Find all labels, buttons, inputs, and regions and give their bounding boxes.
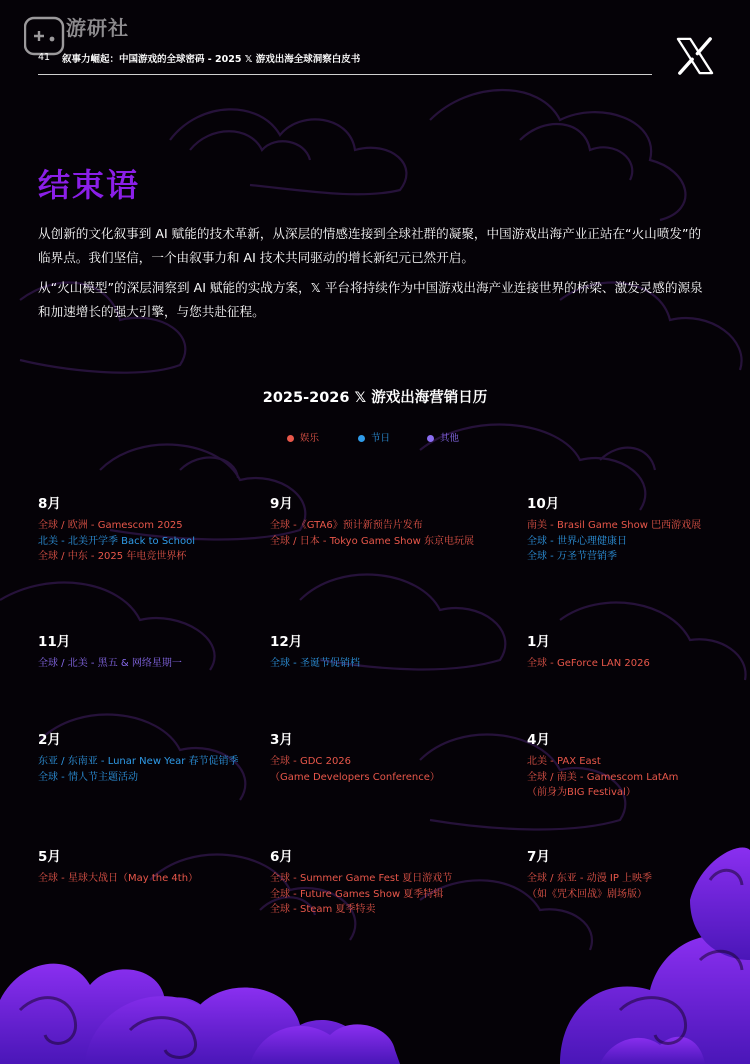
month-name: 1月	[527, 634, 550, 650]
month-block-march	[270, 730, 490, 785]
header-divider	[38, 74, 652, 75]
month-name: 2月	[38, 732, 61, 748]
month-name: 6月	[270, 849, 293, 865]
legend-label-festival: 节日	[371, 433, 391, 444]
calendar-event: 全球 / 东亚 - 动漫 IP 上映季	[527, 873, 653, 884]
calendar-event: 全球 - 情人节主题活动	[38, 771, 138, 783]
calendar-event: 全球 / 北美 - 黑五 & 网络星期一	[38, 658, 182, 669]
conclusion-paragraph-2: 从“火山模型”的深层洞察到 AI 赋能的实战方案，𝕏 平台将持续作为中国游戏出海产业连接世界的桥梁、激发灵感的源泉和加速增长的强大引擎，与您共赴征程。	[38, 280, 703, 319]
legend-label-other: 其他	[440, 433, 460, 444]
calendar-event: 全球 / 日本 - Tokyo Game Show 东京电玩展	[270, 535, 474, 547]
calendar-event: 全球 - Future Games Show 夏季特辑	[270, 888, 444, 900]
month-name: 3月	[270, 732, 293, 748]
month-name: 4月	[527, 732, 550, 748]
calendar-event: 全球 - 万圣节营销季	[527, 551, 617, 562]
calendar-event: 全球 - GeForce LAN 2026	[527, 658, 650, 669]
calendar-event: （如《咒术回战》剧场版）	[527, 888, 647, 900]
page-number: 41	[38, 52, 51, 63]
month-name: 11月	[38, 634, 71, 650]
legend-dot-entertainment	[287, 435, 294, 442]
calendar-event: 全球 - Summer Game Fest 夏日游戏节	[270, 873, 453, 884]
calendar-legend	[0, 432, 750, 446]
calendar-event: 全球 / 欧洲 - Gamescom 2025	[38, 520, 183, 531]
legend-label-entertainment: 娱乐	[300, 433, 320, 444]
legend-dot-festival	[358, 435, 365, 442]
x-brand-icon	[676, 37, 714, 75]
month-name: 5月	[38, 849, 61, 865]
calendar-event: 北美 - 北美开学季 Back to School	[38, 535, 196, 547]
month-block-august	[38, 494, 258, 565]
month-block-november	[38, 632, 258, 672]
month-name: 10月	[527, 496, 560, 512]
month-block-october	[527, 494, 747, 565]
month-block-june	[270, 847, 490, 918]
calendar-event: （Game Developers Conference）	[270, 771, 440, 783]
month-block-september	[270, 494, 490, 549]
month-name: 9月	[270, 496, 293, 512]
month-block-april	[527, 730, 747, 801]
calendar-event: 全球 - Steam 夏季特卖	[270, 904, 376, 915]
month-block-july	[527, 847, 747, 902]
conclusion-paragraph-1: 从创新的文化叙事到 AI 赋能的技术革新，从深层的情感连接到全球社群的凝聚，中国游戏出海产业正站在“火山喷发”的临界点。我们坚信，一个由叙事力和 AI 技术共同驱动的增长新纪元已然开启。	[38, 226, 702, 265]
document-title: 叙事力崛起：中国游戏的全球密码 - 2025 𝕏 游戏出海全球洞察白皮书	[62, 54, 361, 65]
logo-text: 游研社	[66, 16, 129, 40]
calendar-event: 全球 / 中东 - 2025 年电竞世界杯	[38, 551, 187, 562]
month-block-february	[38, 730, 258, 785]
calendar-event: 南美 - Brasil Game Show 巴西游戏展	[527, 520, 702, 531]
calendar-event: 全球 - 圣诞节促销档	[270, 658, 360, 669]
section-title: 结束语	[38, 166, 141, 204]
month-name: 7月	[527, 849, 550, 865]
calendar-event: 全球 - 世界心理健康日	[527, 535, 627, 547]
legend-dot-other	[427, 435, 434, 442]
calendar-title: 2025-2026 𝕏 游戏出海营销日历	[262, 390, 488, 406]
month-name: 8月	[38, 496, 61, 512]
month-block-december	[270, 632, 490, 672]
calendar-event: 北美 - PAX East	[527, 756, 601, 767]
calendar-event: 全球 - 星球大战日（May the 4th）	[38, 873, 199, 884]
calendar-event: 全球 / 南美 - Gamescom LatAm	[527, 771, 679, 783]
calendar-event: 全球 -《GTA6》预计新预告片发布	[270, 520, 423, 531]
month-block-may	[38, 847, 258, 887]
month-name: 12月	[270, 634, 303, 650]
calendar-event: 全球 - GDC 2026	[270, 756, 352, 767]
month-block-january	[527, 632, 747, 672]
calendar-event: （前身为BIG Festival）	[527, 787, 636, 798]
calendar-event: 东亚 / 东南亚 - Lunar New Year 春节促销季	[38, 756, 239, 767]
